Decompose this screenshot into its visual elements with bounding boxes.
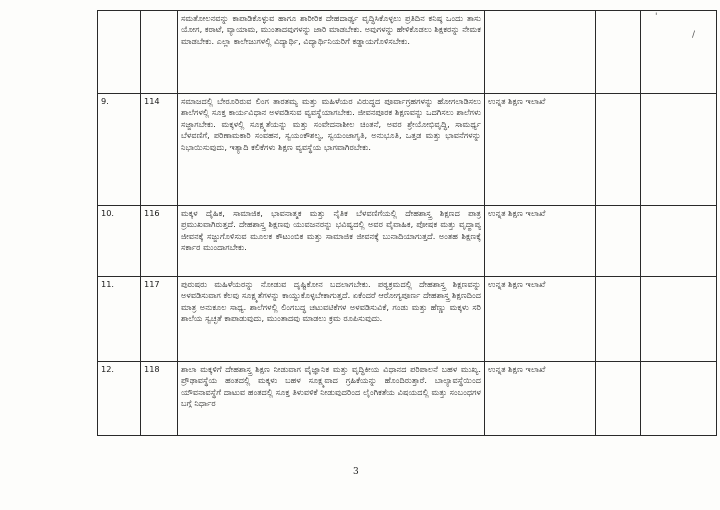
item-number-cell: 117 bbox=[141, 277, 178, 362]
serial-cell: 11. bbox=[98, 277, 141, 362]
table-row bbox=[98, 11, 717, 94]
recommendations-table bbox=[97, 10, 717, 436]
description-cell: ಪುರುಷರು ಮಹಿಳೆಯರನ್ನು ನೋಡುವ ದೃಷ್ಟಿಕೋನ ಬದಲಾಗಬೇಕು. ಪಠ್ಯಕ್ರಮದಲ್ಲಿ ದೇಹಶಾಸ್ತ್ರ ಶಿಕ್ಷಣವನ್ನು ಅಳವಡಿಸುವಾಗ ಕೆಲವು ಸೂಕ್ಷ್ಮತೆಗಳನ್ನು ಕಾಯ್ದುಕೊಳ್ಳಬೇಕಾಗುತ್ತದೆ. ಏಕೆಂದರೆ ಆರೋಗ್ಯಪೂರ್ಣ ದೇಹಶಾಸ್ತ್ರ ಶಿಕ್ಷಣದಿಂದ ಮಾತ್ರ ಅನುಕೂಲ ಸಾಧ್ಯ. ಶಾಲೆಗಳಲ್ಲಿ ಲಿಂಗಬದ್ಧ ಚಟುವಟಿಕೆಗಳ ಅಳವಡಿಸುವಿಕೆ, ಗಂಡು ಮತ್ತು ಹೆಣ್ಣು ಮಕ್ಕಳು ಸರಿ ಶಾಲೆಯ ಸ್ವಚ್ಛತೆ ಕಾಪಾಡುವುದು, ಮುಂತಾದವು ಮಾಡಲು ಕ್ರಮ ರೂಪಿಸುವುದು. bbox=[178, 277, 485, 362]
empty-cell bbox=[596, 277, 641, 362]
description-cell: ಮಕ್ಕಳ ದೈಹಿಕ, ಸಾಮಾಜಿಕ, ಭಾವನಾತ್ಮಕ ಮತ್ತು ನೈತಿಕ ಬೆಳವಣಿಗೆಯಲ್ಲಿ ದೇಹಶಾಸ್ತ್ರ ಶಿಕ್ಷಣದ ಪಾತ್ರ ಪ್ರಮುಖವಾಗಿರುತ್ತದೆ. ದೇಹಶಾಸ್ತ್ರ ಶಿಕ್ಷಣವು ಯುವಜನರನ್ನು ಭವಿಷ್ಯದಲ್ಲಿ ಅವರ ವೈವಾಹಿಕ, ಪೋಷಕ ಮತ್ತು ವೃದ್ಧಾಪ್ಯ ಜೀವನಕ್ಕೆ ಸಜ್ಜುಗೊಳಿಸುವ ಮೂಲಕ ಕೌಟುಂಬಿಕ ಮತ್ತು ಸಾಮಾಜಿಕ ಜೀವನಕ್ಕೆ ಬುನಾದಿಯಾಗುತ್ತದೆ. ಅಂತಹ ಶಿಕ್ಷಣಕ್ಕೆ ಸರ್ಕಾರ ಮುಂದಾಗಬೇಕು. bbox=[178, 206, 485, 277]
item-number-cell: 118 bbox=[141, 362, 178, 436]
department-cell: ಉನ್ನತ ಶಿಕ್ಷಣ ಇಲಾಖೆ bbox=[485, 94, 596, 206]
item-number-cell: 116 bbox=[141, 206, 178, 277]
description-cell: ಸಮತೋಲನವನ್ನು ಕಾಪಾಡಿಕೊಳ್ಳುವ ಹಾಗೂ ಶಾರೀರಿಕ ದೇಹದಾರ್ಢ್ಯ ವೃದ್ಧಿಸಿಕೊಳ್ಳಲು ಪ್ರತಿದಿನ ಕನಿಷ್ಠ ಒಂದು ತಾಸು ಯೋಗ, ಕರಾಟೆ, ವ್ಯಾಯಾಮ, ಮುಂತಾದವುಗಳನ್ನು ಜಾರಿ ಮಾಡಬೇಕು. ಅವುಗಳನ್ನು ಹೇಳಿಕೊಡಲು ಶಿಕ್ಷಕರನ್ನು ನೇಮಕ ಮಾಡಬೇಕು. ಎಲ್ಲಾ ಕಾಲೇಜುಗಳಲ್ಲಿ ವಿದ್ಯಾರ್ಥಿ, ವಿದ್ಯಾರ್ಥಿನಿಯರಿಗೆ ಕಡ್ಡಾಯಗೊಳಿಸಬೇಕು. bbox=[178, 11, 485, 94]
empty-cell bbox=[641, 206, 717, 277]
item-number-cell bbox=[141, 11, 178, 94]
empty-cell bbox=[641, 94, 717, 206]
department-cell: ಉನ್ನತ ಶಿಕ್ಷಣ ಇಲಾಖೆ bbox=[485, 362, 596, 436]
empty-cell bbox=[641, 11, 717, 94]
table-row bbox=[98, 362, 717, 436]
empty-cell bbox=[641, 362, 717, 436]
department-cell: ಉನ್ನತ ಶಿಕ್ಷಣ ಇಲಾಖೆ bbox=[485, 277, 596, 362]
margin-mark: / bbox=[692, 30, 696, 40]
empty-cell bbox=[596, 11, 641, 94]
empty-cell bbox=[641, 277, 717, 362]
description-cell: ಶಾಲಾ ಮಕ್ಕಳಿಗೆ ದೇಹಶಾಸ್ತ್ರ ಶಿಕ್ಷಣ ನೀಡುವಾಗ ವೈಜ್ಞಾನಿಕ ಮತ್ತು ವೃದ್ಧಿಕೀಯ ವಿಧಾನದ ಪರಿಪಾಲನೆ ಬಹಳ ಮುಖ್ಯ. ಪ್ರೌಢಾವಸ್ಥೆಯ ಹಂತದಲ್ಲಿ ಮಕ್ಕಳು ಬಹಳ ಸೂಕ್ಷ್ಮವಾದ ಗ್ರಹಿಕೆಯನ್ನು ಹೊಂದಿರುತ್ತಾರೆ. ಬಾಲ್ಯಾವಸ್ಥೆಯಿಂದ ಯೌವನಾವಸ್ಥೆಗೆ ದಾಟುವ ಹಂತದಲ್ಲಿ ಸೂಕ್ತ ತಿಳುವಳಿಕೆ ನೀಡುವುದರಿಂದ ಲೈಂಗಿಕತೆಯ ವಿಷಯದಲ್ಲಿ ಮತ್ತು ಸಂಬಂಧಗಳ ಬಗ್ಗೆ ನಿರ್ಧಾರ bbox=[178, 362, 485, 436]
empty-cell bbox=[596, 206, 641, 277]
serial-cell: 9. bbox=[98, 94, 141, 206]
department-cell: ಉನ್ನತ ಶಿಕ್ಷಣ ಇಲಾಖೆ bbox=[485, 206, 596, 277]
description-cell: ಸಮಾಜದಲ್ಲಿ ಬೇರೂರಿರುವ ಲಿಂಗ ತಾರತಮ್ಯ ಮತ್ತು ಮಹಿಳೆಯರ ವಿರುದ್ಧದ ಪೂರ್ವಾಗ್ರಹಗಳನ್ನು ಹೋಗಲಾಡಿಸಲು ಶಾಲೆಗಳಲ್ಲಿ ಸೂಕ್ತ ಕಾರ್ಯವಿಧಾನ ಅಳವಡಿಸುವ ವ್ಯವಸ್ಥೆಯಾಗಬೇಕು. ಜೀವನಪೂರಕ ಶಿಕ್ಷಣವನ್ನು ಒದಗಿಸಲು ಶಾಲೆಗಳು ಸಜ್ಜಾಗಬೇಕು. ಮಕ್ಕಳಲ್ಲಿ ಸೂಕ್ಷ್ಮತೆಯನ್ನು ಮತ್ತು ಸಂವೇದನಾಶೀಲ ಚಿಂತನೆ, ಅವರ ಶ್ರೇಯೋಭಿವೃದ್ಧಿ, ಸಾಮರ್ಥ್ಯ ಬೆಳವಣಿಗೆ, ಪರಿಣಾಮಕಾರಿ ಸಂವಹನ, ಸ್ವಯಂಕೌಶಲ್ಯ, ಸ್ವಯಂಜಾಗೃತಿ, ಅನುಭೂತಿ, ಒತ್ತಡ ಮತ್ತು ಭಾವನೆಗಳನ್ನು ನಿಭಾಯಿಸುವುದು, ಇತ್ಯಾದಿ ಕಲಿಕೆಗಳು ಶಿಕ್ಷಣ ವ್ಯವಸ್ಥೆಯ ಭಾಗವಾಗಿರಬೇಕು. bbox=[178, 94, 485, 206]
margin-mark: ' bbox=[655, 12, 658, 22]
item-number-cell: 114 bbox=[141, 94, 178, 206]
table-row bbox=[98, 277, 717, 362]
serial-cell bbox=[98, 11, 141, 94]
empty-cell bbox=[596, 94, 641, 206]
serial-cell: 12. bbox=[98, 362, 141, 436]
page-number: 3 bbox=[353, 467, 359, 477]
empty-cell bbox=[596, 362, 641, 436]
table-row bbox=[98, 94, 717, 206]
department-cell bbox=[485, 11, 596, 94]
serial-cell: 10. bbox=[98, 206, 141, 277]
table-row bbox=[98, 206, 717, 277]
